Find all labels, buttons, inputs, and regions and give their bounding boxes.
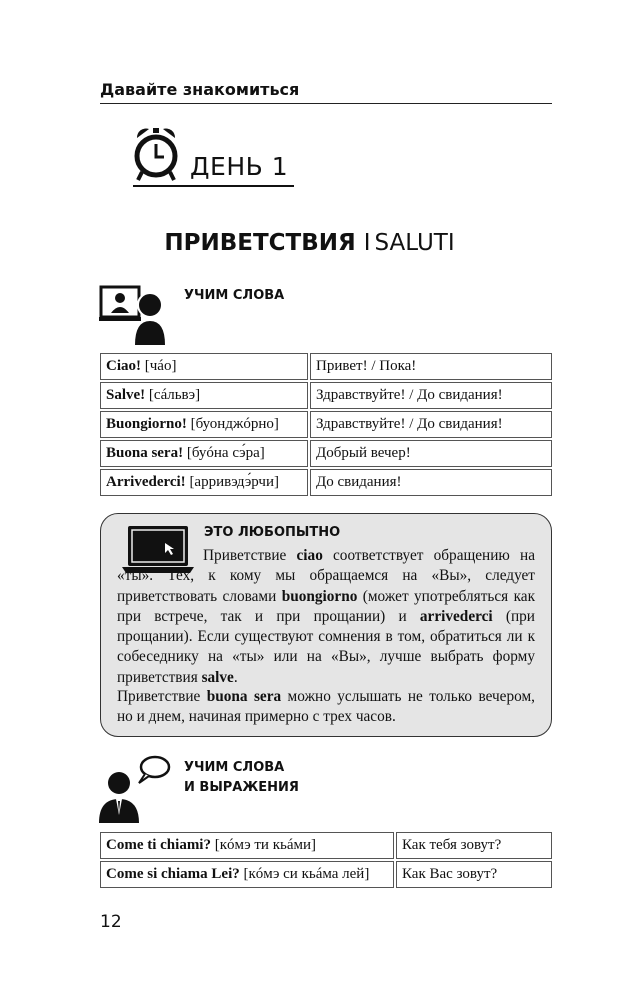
- table-row: [100, 382, 552, 409]
- translation-cell: Как Вас зовут?: [396, 861, 552, 888]
- italian-phrase: Buona sera!: [106, 445, 184, 461]
- highlighted-term: ciao: [296, 547, 323, 564]
- text-run: можно услышать не только вечером, но и днем, начиная примерно с трех часов.: [117, 688, 535, 726]
- translation-cell: Как тебя зовут?: [396, 832, 552, 859]
- phrases-heading-line2: И ВЫРАЖЕНИЯ: [184, 780, 299, 795]
- title-separator: I: [363, 230, 371, 256]
- table-row: [100, 861, 552, 888]
- table-row: [100, 440, 552, 467]
- phrases-table: [98, 830, 554, 890]
- translation-cell: Здравствуйте! / До свидания!: [310, 382, 552, 409]
- page-number: 12: [100, 912, 122, 932]
- speaking-person-icon: [99, 755, 171, 823]
- section-title: [0, 230, 619, 256]
- pronunciation: [сáльвэ]: [148, 387, 201, 403]
- highlighted-term: salve: [201, 668, 234, 686]
- text-run: соответствует обращению на «ты». Тех, к кому мы обращаемся на «Вы», следует приветствовать словами: [117, 547, 535, 605]
- fun-fact-paragraph-2: [117, 687, 535, 728]
- italian-cell: [100, 440, 308, 467]
- table-row: [100, 832, 552, 859]
- text-run: (при прощании). Если существуют сомнения в том, обратиться ли к собеседнику на «ты» или на «Вы», лучше выбрать форму приветствия: [117, 607, 535, 686]
- vocab-heading: УЧИМ СЛОВА: [184, 288, 285, 303]
- table-row: [100, 411, 552, 438]
- phrases-heading: [184, 758, 299, 798]
- table-row: [100, 469, 552, 496]
- translation-cell: Привет! / Пока!: [310, 353, 552, 380]
- pronunciation: [буóна сэ́ра]: [186, 445, 265, 461]
- italian-cell: [100, 861, 394, 888]
- translation-cell: До свидания!: [310, 469, 552, 496]
- video-call-user-icon: [99, 283, 169, 347]
- phrases-heading-line1: УЧИМ СЛОВА: [184, 760, 285, 775]
- text-run: Приветствие: [203, 547, 297, 564]
- table-row: [100, 353, 552, 380]
- highlighted-term: buongiorno: [281, 587, 358, 605]
- pronunciation: [буонджóрно]: [190, 416, 279, 432]
- pronunciation: [кóмэ си кьáма лей]: [243, 866, 370, 882]
- running-header: Давайте знакомиться: [100, 80, 300, 99]
- day-underline: [133, 185, 294, 187]
- pronunciation: [кóмэ ти кьáми]: [214, 837, 317, 853]
- text-run: (может употребляться как при встрече, так и при прощании) и: [117, 587, 536, 625]
- translation-cell: Добрый вечер!: [310, 440, 552, 467]
- italian-cell: [100, 832, 394, 859]
- alarm-clock-icon: [132, 124, 180, 186]
- greetings-table: [98, 351, 554, 498]
- italian-phrase: Come ti chiami?: [106, 837, 211, 853]
- italian-phrase: Ciao!: [106, 358, 141, 374]
- italian-cell: [100, 411, 308, 438]
- pronunciation: [чáо]: [144, 358, 177, 374]
- pronunciation: [арривэдэ́рчи]: [189, 474, 279, 490]
- title-russian: ПРИВЕТСТВИЯ: [164, 230, 356, 256]
- highlighted-term: arrivederci: [419, 607, 493, 625]
- italian-cell: [100, 353, 308, 380]
- highlighted-term: buona sera: [206, 688, 282, 705]
- header-rule: [100, 103, 552, 104]
- italian-cell: [100, 469, 308, 496]
- italian-phrase: Arrivederci!: [106, 474, 186, 490]
- italian-phrase: Salve!: [106, 387, 146, 403]
- fun-fact-heading: ЭТО ЛЮБОПЫТНО: [204, 525, 341, 540]
- italian-cell: [100, 382, 308, 409]
- italian-phrase: Buongiorno!: [106, 416, 187, 432]
- text-run: Приветствие: [117, 688, 207, 705]
- text-run: .: [233, 668, 238, 686]
- translation-cell: Здравствуйте! / До свидания!: [310, 411, 552, 438]
- title-italian: SALUTI: [374, 230, 455, 256]
- italian-phrase: Come si chiama Lei?: [106, 866, 240, 882]
- fun-fact-paragraph-1: [117, 546, 535, 688]
- day-label: ДЕНЬ 1: [190, 152, 289, 181]
